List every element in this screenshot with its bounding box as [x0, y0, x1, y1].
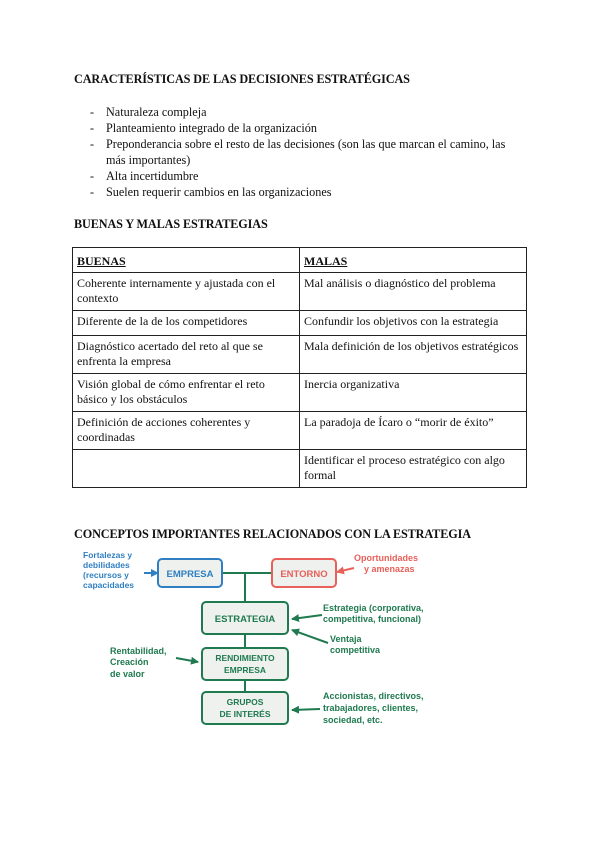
bad-cell: Inercia organizativa [300, 374, 527, 412]
note-line: competitiva, funcional) [323, 614, 422, 624]
column-header-bad: MALAS [300, 248, 527, 273]
note-line: Ventaja [330, 634, 362, 644]
entorno-label: ENTORNO [280, 569, 328, 580]
grupos-box [202, 692, 288, 724]
good-cell: Definición de acciones coherentes y coordinadas [73, 412, 300, 450]
empresa-label: EMPRESA [166, 569, 214, 580]
grupos-note [323, 691, 424, 725]
estrategia-box [202, 602, 288, 634]
note-line: sociedad, etc. [323, 715, 383, 725]
connector-lines [144, 568, 354, 710]
estrategia-label: ESTRATEGIA [214, 614, 276, 625]
list-item: - Alta incertidumbre [72, 168, 522, 184]
list-item: - Planteamiento integrado de la organización [72, 120, 522, 136]
note-line: Oportunidades [354, 553, 419, 563]
strategies-heading: BUENAS Y MALAS ESTRATEGIAS [74, 217, 268, 231]
list-item: - Naturaleza compleja [72, 104, 522, 120]
empresa-note [83, 550, 134, 590]
note-line: Accionistas, directivos, [323, 691, 424, 701]
good-cell: Visión global de cómo enfrentar el reto básico y los obstáculos [73, 374, 300, 412]
empresa-box [158, 559, 222, 587]
note-line: Estrategia (corporativa, [323, 603, 424, 613]
good-cell: Coherente internamente y ajustada con el contexto [73, 273, 300, 311]
concepts-heading: CONCEPTOS IMPORTANTES RELACIONADOS CON LA ESTRATEGIA [74, 527, 471, 541]
grupos-label-line: GRUPOS [226, 697, 264, 707]
column-header-good: BUENAS [73, 248, 300, 273]
characteristics-heading: CARACTERÍSTICAS DE LAS DECISIONES ESTRATÉGICAS [74, 72, 410, 86]
list-item: - Preponderancia sobre el resto de las decisiones (son las que marcan el camino, las más importantes) [72, 136, 522, 168]
note-line: Rentabilidad, [110, 646, 167, 656]
good-cell: Diagnóstico acertado del reto al que se enfrenta la empresa [73, 336, 300, 374]
bad-cell: Confundir los objetivos con la estrategia [300, 311, 527, 336]
note-line: capacidades [83, 580, 135, 590]
bad-cell: La paradoja de Ícaro o “morir de éxito” [300, 412, 527, 450]
note-line: (recursos y [83, 570, 129, 580]
rendimiento-label-line: RENDIMIENTO [215, 653, 275, 663]
entorno-note [354, 553, 418, 574]
estrategia-note [323, 603, 424, 624]
rendimiento-note [110, 646, 167, 679]
ventaja-note [330, 634, 381, 655]
note-line: debilidades [83, 560, 130, 570]
rendimiento-box [202, 648, 288, 680]
note-line: de valor [110, 669, 145, 679]
note-line: Creación [110, 657, 149, 667]
note-line: y amenazas [364, 564, 415, 574]
bad-cell: Mal análisis o diagnóstico del problema [300, 273, 527, 311]
good-cell: Diferente de la de los competidores [73, 311, 300, 336]
bad-cell: Mala definición de los objetivos estratégicos [300, 336, 527, 374]
grupos-label-line: DE INTERÉS [219, 709, 271, 719]
note-line: Fortalezas y [83, 550, 133, 560]
note-line: competitiva [330, 645, 381, 655]
list-item: - Suelen requerir cambios en las organizaciones [72, 184, 522, 200]
bad-cell: Identificar el proceso estratégico con algo formal [300, 450, 527, 488]
note-line: trabajadores, clientes, [323, 703, 419, 713]
rendimiento-label-line: EMPRESA [223, 665, 267, 675]
entorno-box [272, 559, 336, 587]
